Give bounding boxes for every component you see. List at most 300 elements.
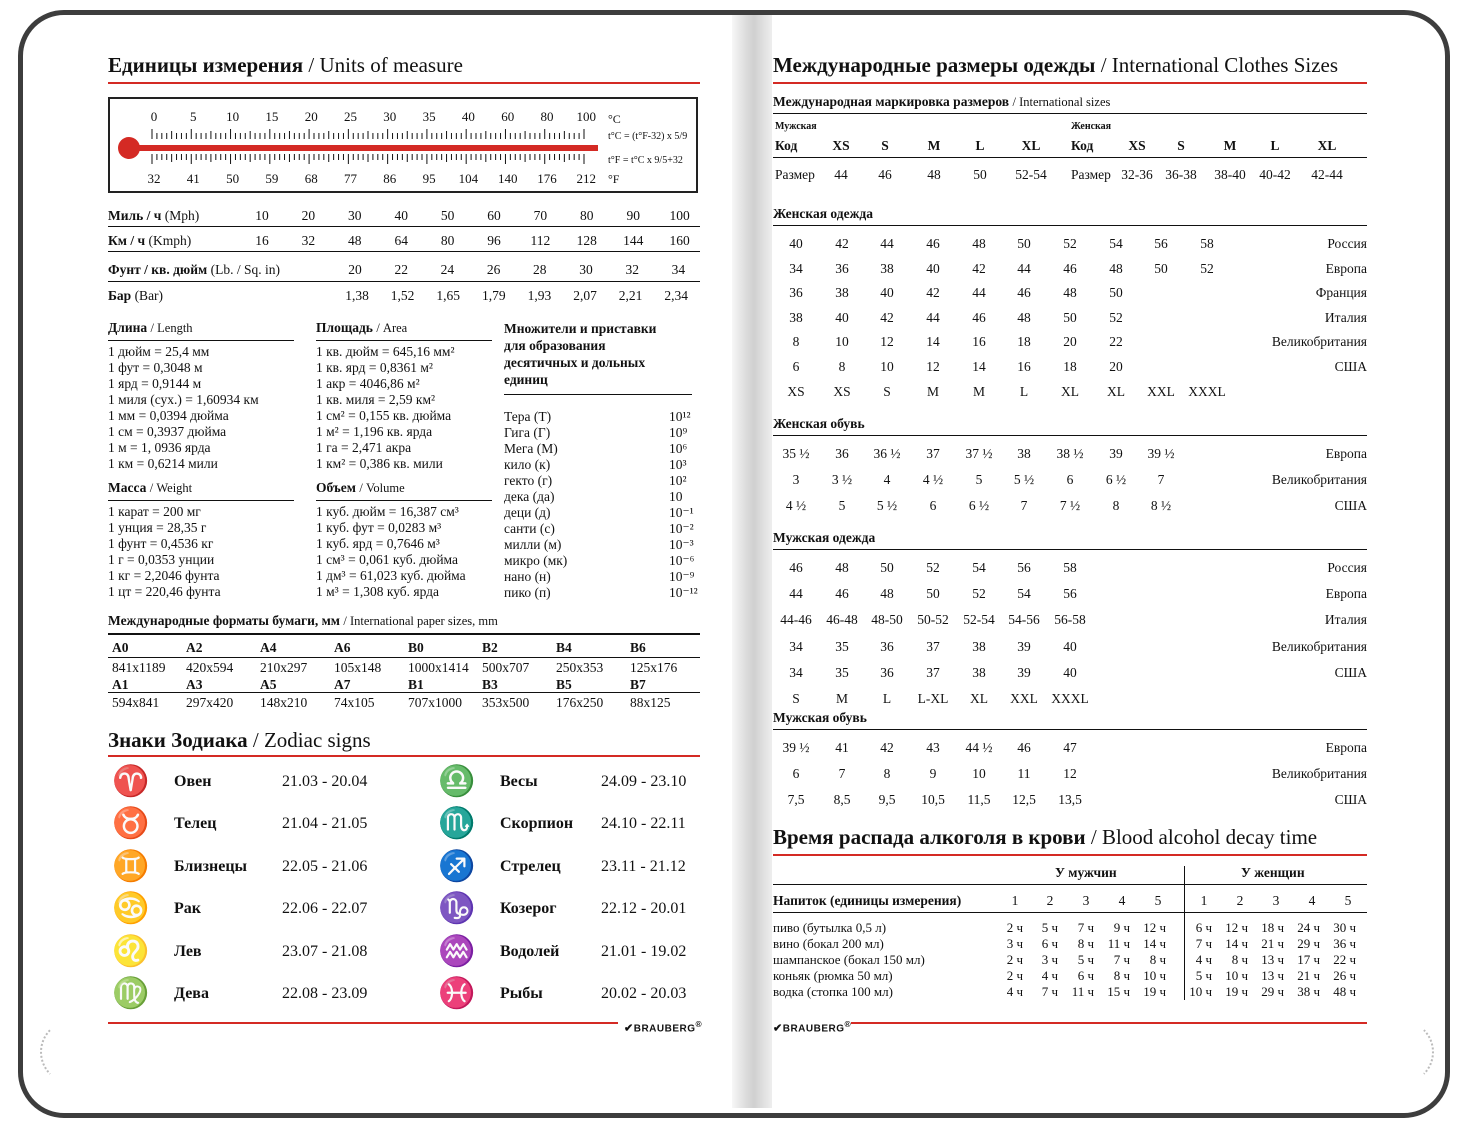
zodiac-name: Козерог [500, 900, 557, 918]
size-cell: 14 [926, 334, 940, 350]
size-cell: 12,5 [1012, 792, 1036, 808]
alcohol-men-hours: 11 ч [1107, 936, 1130, 951]
country-label: Италия [1324, 612, 1367, 628]
country-label: Европа [1325, 446, 1367, 461]
prefix-value: 10⁻¹ [669, 505, 694, 520]
alcohol-men-hours: 8 ч [1077, 936, 1094, 951]
women-size-value: 36-38 [1165, 167, 1197, 182]
fahrenheit-tick-label: 77 [344, 171, 357, 186]
size-cell: 39 ½ [782, 740, 810, 755]
kmph-value: 144 [623, 233, 644, 248]
size-cell: 11,5 [967, 792, 991, 808]
prefix-name: пико (п) [504, 585, 551, 600]
fahrenheit-tick-label: 104 [458, 171, 479, 186]
fahrenheit-tick-label: 59 [265, 171, 279, 186]
prefix-value: 10³ [669, 457, 687, 472]
kmph-value: 16 [255, 233, 269, 248]
psi-value: 28 [533, 262, 547, 277]
fahrenheit-tick-label: 212 [576, 171, 597, 186]
size-cell: 34 [789, 638, 803, 654]
size-cell: 11 [1017, 766, 1031, 782]
size-cell: 40 [926, 260, 940, 276]
units-heading-rule [108, 82, 700, 84]
size-cell: 52 [1063, 236, 1077, 251]
country-label: Франция [1315, 285, 1367, 301]
women-size-code: XS [1128, 138, 1146, 153]
leo-icon: ♌ [112, 934, 150, 968]
paper-format-name: B4 [556, 640, 572, 655]
alcohol-women-hours: 17 ч [1297, 952, 1320, 967]
length-item: 1 ярд = 0,9144 м [108, 376, 202, 391]
size-cell: 7,5 [787, 792, 805, 808]
alcohol-men-hours: 5 ч [1041, 920, 1058, 935]
size-cell: 58 [1063, 560, 1077, 575]
mph-value: 50 [440, 208, 455, 223]
mph-value: 90 [626, 208, 640, 223]
size-cell: 35 ½ [782, 446, 810, 461]
size-cell: 52-54 [963, 612, 995, 628]
size-cell: 46-48 [826, 612, 858, 628]
paper-format-name: B1 [408, 677, 424, 692]
size-cell: 56 [1154, 236, 1168, 251]
size-cell: 42 [926, 285, 940, 301]
zodiac-name: Дева [174, 985, 209, 1002]
size-cell: 48 [1017, 309, 1031, 325]
size-cell: 44-46 [780, 612, 812, 628]
prefix-name: Мега (М) [504, 441, 558, 456]
size-cell: 5 ½ [876, 498, 898, 514]
area-item: 1 м² = 1,196 кв. ярда [316, 424, 433, 439]
taurus-icon: ♉ [112, 807, 150, 841]
rule [108, 226, 700, 227]
size-cell: 4 ½ [785, 498, 807, 514]
alcohol-col-women: 4 [1308, 893, 1316, 908]
zodiac-dates: 21.03 - 20.04 [282, 773, 368, 790]
men-size-value: 50 [973, 167, 987, 182]
rule [108, 692, 700, 693]
paper-format-name: A3 [186, 677, 203, 692]
alcohol-women-hours: 48 ч [1333, 984, 1356, 999]
alcohol-women-hours: 22 ч [1333, 952, 1356, 967]
size-cell: 38 [972, 638, 986, 654]
paper-format-size: 420x594 [186, 660, 234, 675]
size-cell: 52 [972, 586, 986, 602]
alcohol-women-hours: 18 ч [1261, 920, 1284, 935]
alcohol-women-hours: 36 ч [1333, 936, 1356, 951]
size-cell: 40 [1063, 638, 1077, 654]
alcohol-women-hours: 7 ч [1195, 936, 1212, 951]
celsius-tick-label: 80 [540, 109, 554, 124]
alcohol-divider [1184, 866, 1185, 1000]
paper-format-size: 297x420 [186, 695, 234, 710]
country-label: Европа [1325, 586, 1367, 602]
alcohol-women-header: У женщин [1241, 865, 1305, 880]
clothes-heading-rule [773, 82, 1367, 84]
country-label: Россия [1327, 560, 1367, 575]
bar-value: 1,93 [527, 288, 552, 303]
size-cell: 50 [926, 586, 940, 602]
women-size-code: XL [1317, 138, 1337, 153]
size-cell: 48 [972, 236, 986, 251]
alcohol-women-hours: 8 ч [1231, 952, 1248, 967]
alcohol-men-hours: 19 ч [1143, 984, 1166, 999]
prefixes-title-line: десятичных и дольных [504, 355, 646, 370]
men-size-code: M [927, 138, 941, 153]
size-cell: 6 [1066, 472, 1074, 488]
rule [773, 549, 1367, 550]
size-cell: 54 [1109, 236, 1123, 251]
paper-format-name: B6 [630, 640, 646, 655]
paper-format-name: B5 [556, 677, 572, 692]
mph-value: 40 [394, 208, 408, 223]
zodiac-name: Весы [500, 773, 538, 790]
alcohol-women-hours: 29 ч [1261, 984, 1284, 999]
rule [108, 500, 294, 501]
size-cell: 6 [792, 359, 800, 374]
size-cell: 42 [835, 236, 849, 251]
celsius-tick-label: 20 [304, 109, 318, 124]
paper-format-name: A5 [260, 677, 277, 692]
country-label: Великобритания [1271, 638, 1367, 654]
men-shoes-heading: Мужская обувь [773, 710, 867, 725]
prefixes-title-line: для образования [504, 338, 606, 353]
prefix-value: 10⁻⁹ [669, 569, 695, 584]
volume-item: 1 м³ = 1,308 куб. ярда [316, 584, 440, 599]
capricorn-icon: ♑ [438, 892, 476, 926]
size-cell: 40 [789, 236, 803, 251]
mph-value: 80 [580, 208, 594, 223]
alcohol-women-hours: 29 ч [1297, 936, 1320, 951]
bar-value: 2,07 [573, 288, 597, 303]
men-size-code: S [881, 138, 889, 153]
weight-item: 1 унция = 28,35 г [108, 520, 207, 535]
size-cell: M [926, 383, 940, 399]
zodiac-name: Стрелец [500, 857, 561, 875]
fahrenheit-tick-label: 176 [537, 171, 557, 186]
alcohol-men-hours: 2 ч [1006, 968, 1023, 983]
size-cell: 35 [835, 664, 849, 680]
size-cell: 46 [1063, 260, 1077, 276]
size-cell: 44 [880, 236, 894, 251]
size-cell: 37 [926, 664, 940, 680]
length-item: 1 см = 0,3937 дюйма [108, 424, 227, 439]
country-label: Великобритания [1271, 472, 1367, 488]
size-cell: 38 [972, 664, 986, 680]
size-cell: 8,5 [833, 792, 851, 808]
area-item: 1 кв. ярд = 0,8361 м² [316, 360, 433, 375]
alcohol-col-women: 5 [1344, 893, 1352, 908]
volume-item: 1 см³ = 0,061 куб. дюйма [316, 552, 459, 567]
women-clothes-heading: Женская одежда [773, 206, 873, 221]
rule [108, 633, 700, 635]
weight-item: 1 карат = 200 мг [108, 504, 201, 519]
zodiac-dates: 23.11 - 21.12 [601, 857, 686, 875]
area-item: 1 см² = 0,155 кв. дюйма [316, 408, 452, 423]
celsius-tick-label: 15 [265, 109, 279, 124]
alcohol-men-hours: 5 ч [1077, 952, 1094, 967]
men-code-label: Код [775, 138, 798, 153]
alcohol-men-hours: 8 ч [1113, 968, 1130, 983]
bar-value: 2,21 [618, 288, 643, 303]
formula-fahrenheit: t°F = t°C x 9/5+32 [608, 155, 683, 166]
alcohol-women-hours: 10 ч [1189, 984, 1212, 999]
rule [773, 435, 1367, 436]
length-heading: Длина / Length [108, 320, 193, 335]
size-cell: 7 [1157, 472, 1165, 488]
size-cell: 20 [1109, 359, 1123, 374]
size-cell: 48 [1109, 260, 1123, 276]
country-label: США [1334, 792, 1367, 808]
alcohol-men-hours: 7 ч [1113, 952, 1130, 967]
size-cell: 40 [1063, 664, 1077, 680]
size-cell: XS [833, 383, 851, 399]
mph-value: 70 [533, 208, 548, 223]
kmph-value: 128 [576, 233, 597, 248]
country-label: Европа [1325, 260, 1367, 276]
alcohol-women-hours: 4 ч [1195, 952, 1212, 967]
size-cell: 36 [835, 446, 849, 461]
kmph-value: 112 [530, 233, 551, 248]
size-cell: L [882, 691, 892, 706]
size-cell: 18 [1063, 359, 1077, 374]
size-cell: 40 [880, 285, 894, 301]
kmph-value: 32 [301, 233, 316, 248]
intl-sizes-heading: Международная маркировка размеров / International sizes [773, 94, 1111, 109]
alcohol-drink: вино (бокал 200 мл) [773, 936, 884, 951]
gemini-icon: ♊ [112, 849, 150, 883]
size-cell: 16 [1017, 359, 1031, 374]
length-item: 1 км = 0,6214 мили [108, 456, 218, 471]
size-cell: 50 [1063, 309, 1077, 325]
alcohol-men-hours: 15 ч [1107, 984, 1130, 999]
size-cell: 7 [838, 766, 846, 782]
alcohol-men-hours: 4 ч [1006, 984, 1023, 999]
area-item: 1 км² = 0,386 кв. мили [316, 456, 443, 471]
prefix-name: микро (мк) [504, 553, 568, 568]
country-label: Россия [1327, 236, 1367, 251]
alcohol-heading-rule [773, 854, 1367, 856]
paper-format-name: A4 [260, 640, 277, 655]
size-cell: 56 [1063, 586, 1077, 602]
size-cell: 9,5 [878, 792, 896, 808]
weight-item: 1 цт = 220,46 фунта [108, 584, 221, 599]
rule [108, 340, 294, 341]
weight-item: 1 г = 0,0353 унции [108, 552, 215, 567]
alcohol-col-men: 4 [1118, 893, 1126, 908]
size-cell: 58 [1200, 236, 1214, 251]
mph-value: 10 [255, 208, 269, 223]
alcohol-women-hours: 38 ч [1297, 984, 1320, 999]
celsius-tick-label: 5 [190, 109, 197, 124]
celsius-tick-label: 35 [422, 109, 436, 124]
alcohol-drink: пиво (бутылка 0,5 л) [773, 920, 887, 935]
size-cell: L-XL [917, 691, 949, 706]
rule [773, 884, 1367, 885]
alcohol-men-hours: 3 ч [1006, 936, 1023, 951]
area-item: 1 кв. дюйм = 645,16 мм² [316, 344, 455, 359]
footer-rule [108, 1022, 618, 1024]
fahrenheit-tick-label: 41 [186, 171, 200, 186]
men-label: Мужская [775, 121, 817, 132]
size-cell: 42 [880, 309, 894, 325]
brauberg-logo: ✔BRAUBERG® [624, 1019, 703, 1035]
celsius-tick-label: 100 [576, 109, 597, 124]
alcohol-col-women: 1 [1200, 893, 1208, 908]
size-cell: 12 [1063, 766, 1077, 782]
size-cell: 46 [835, 586, 849, 602]
size-cell: 16 [972, 334, 986, 350]
men-size-value: 46 [878, 167, 892, 182]
alcohol-women-hours: 30 ч [1333, 920, 1356, 935]
alcohol-drink: коньяк (рюмка 50 мл) [773, 968, 893, 983]
size-cell: 8 ½ [1150, 498, 1172, 514]
zodiac-name: Близнецы [174, 857, 248, 875]
volume-item: 1 куб. дюйм = 16,387 см³ [316, 504, 459, 519]
size-cell: 54 [972, 560, 986, 575]
clothes-heading: Международные размеры одежды / International Clothes Sizes [773, 53, 1339, 77]
zodiac-dates: 20.02 - 20.03 [601, 985, 687, 1002]
bar-value: 2,34 [664, 288, 688, 303]
fahrenheit-tick-label: 68 [304, 171, 318, 186]
size-cell: 9 [929, 766, 937, 782]
men-size-value: 52-54 [1015, 167, 1047, 182]
size-cell: 50 [1017, 236, 1031, 251]
right-page [773, 52, 1367, 1035]
women-size-code: L [1270, 138, 1280, 153]
psi-value: 24 [440, 262, 455, 277]
alcohol-women-hours: 14 ч [1225, 936, 1248, 951]
size-cell: 12 [880, 334, 894, 350]
rule [316, 340, 492, 341]
alcohol-women-hours: 10 ч [1225, 968, 1248, 983]
size-cell: 46 [1017, 740, 1031, 755]
fahrenheit-tick-label: 86 [383, 171, 397, 186]
size-cell: 46 [926, 236, 940, 251]
alcohol-men-hours: 4 ч [1041, 968, 1058, 983]
size-cell: 36 [880, 638, 894, 654]
size-cell: S [883, 383, 891, 399]
size-cell: 18 [1017, 334, 1031, 350]
zodiac-name: Рак [174, 900, 201, 918]
men-size-value: 44 [834, 167, 848, 182]
alcohol-heading: Время распада алкоголя в крови / Blood alcohol decay time [773, 825, 1318, 849]
alcohol-drink: водка (стопка 100 мл) [773, 984, 893, 999]
size-cell: XS [787, 383, 805, 399]
psi-value: 20 [348, 262, 362, 277]
size-cell: 37 [926, 638, 940, 654]
size-cell: 46 [972, 309, 986, 325]
prefix-name: гекто (г) [504, 473, 553, 488]
size-cell: 34 [789, 664, 803, 680]
prefix-value: 10⁻⁶ [669, 553, 695, 568]
celsius-tick-label: 60 [501, 109, 515, 124]
size-cell: 8 [838, 359, 846, 374]
weight-heading: Масса / Weight [108, 480, 193, 495]
alcohol-men-hours: 7 ч [1041, 984, 1058, 999]
size-cell: 8 [792, 334, 800, 350]
women-shoes-heading: Женская обувь [773, 416, 865, 431]
celsius-tick-label: 30 [383, 109, 397, 124]
alcohol-col-men: 5 [1154, 893, 1162, 908]
rule [773, 225, 1367, 226]
alcohol-women-hours: 19 ч [1225, 984, 1248, 999]
size-cell: 6 [792, 766, 800, 782]
size-cell: 35 [835, 638, 849, 654]
alcohol-women-hours: 12 ч [1225, 920, 1248, 935]
size-cell: 47 [1063, 740, 1077, 755]
women-size-label: Размер [1071, 167, 1111, 182]
psi-value: 30 [579, 262, 593, 277]
aries-icon: ♈ [112, 765, 150, 798]
alcohol-men-hours: 6 ч [1077, 968, 1094, 983]
size-cell: 48-50 [871, 612, 903, 628]
size-cell: M [972, 383, 986, 399]
size-cell: 50 [1154, 260, 1168, 276]
alcohol-men-hours: 3 ч [1041, 952, 1058, 967]
paper-format-size: 176x250 [556, 695, 604, 710]
size-cell: 43 [926, 740, 940, 755]
prefix-value: 10⁹ [669, 425, 688, 440]
size-cell: 48 [880, 586, 894, 602]
fahrenheit-tick-label: 32 [147, 171, 161, 186]
brauberg-logo-right: ✔BRAUBERG® [773, 1019, 852, 1035]
alcohol-men-hours: 9 ч [1113, 920, 1130, 935]
prefix-name: нано (н) [504, 569, 551, 584]
libra-icon: ♎ [438, 765, 476, 798]
zodiac-name: Скорпион [500, 815, 574, 833]
size-cell: 13,5 [1058, 792, 1082, 808]
men-size-code: L [975, 138, 985, 153]
size-cell: 14 [972, 359, 986, 374]
temperature-scale [108, 97, 698, 193]
paper-format-name: B0 [408, 640, 424, 655]
left-page [108, 52, 703, 1035]
paper-format-name: A0 [112, 640, 129, 655]
celsius-tick-label: 25 [344, 109, 357, 124]
prefix-value: 10⁶ [669, 441, 688, 456]
alcohol-men-hours: 8 ч [1149, 952, 1166, 967]
prefixes-title-line: единиц [504, 372, 548, 387]
size-cell: 38 [1017, 446, 1031, 461]
area-item: 1 акр = 4046,86 м² [316, 376, 420, 391]
volume-item: 1 куб. ярд = 0,7646 м³ [316, 536, 440, 551]
size-cell: 44 [1017, 260, 1031, 276]
size-cell: 4 ½ [922, 472, 944, 488]
size-cell: 42 [972, 260, 986, 276]
country-label: Великобритания [1271, 766, 1367, 782]
alcohol-men-hours: 11 ч [1071, 984, 1094, 999]
units-heading: Единицы измерения / Units of measure [108, 53, 463, 77]
paper-format-size: 500x707 [482, 660, 530, 675]
size-cell: 3 ½ [831, 472, 853, 488]
alcohol-men-header: У мужчин [1055, 865, 1117, 880]
size-cell: 44 [926, 309, 940, 325]
volume-heading: Объем / Volume [316, 480, 405, 495]
country-label: США [1334, 359, 1367, 374]
zodiac-heading-rule [108, 755, 700, 757]
men-size-value: 48 [927, 167, 941, 182]
size-cell: 48 [1063, 285, 1077, 301]
alcohol-col-men: 2 [1046, 893, 1054, 908]
alcohol-men-hours: 7 ч [1077, 920, 1094, 935]
size-cell: 36 [789, 285, 803, 301]
weight-item: 1 фунт = 0,4536 кг [108, 536, 214, 551]
alcohol-women-hours: 13 ч [1261, 968, 1284, 983]
length-item: 1 миля (сух.) = 1,60934 км [108, 392, 259, 407]
alcohol-men-hours: 2 ч [1006, 952, 1023, 967]
paper-format-name: A6 [334, 640, 351, 655]
alcohol-col-men: 3 [1082, 893, 1090, 908]
